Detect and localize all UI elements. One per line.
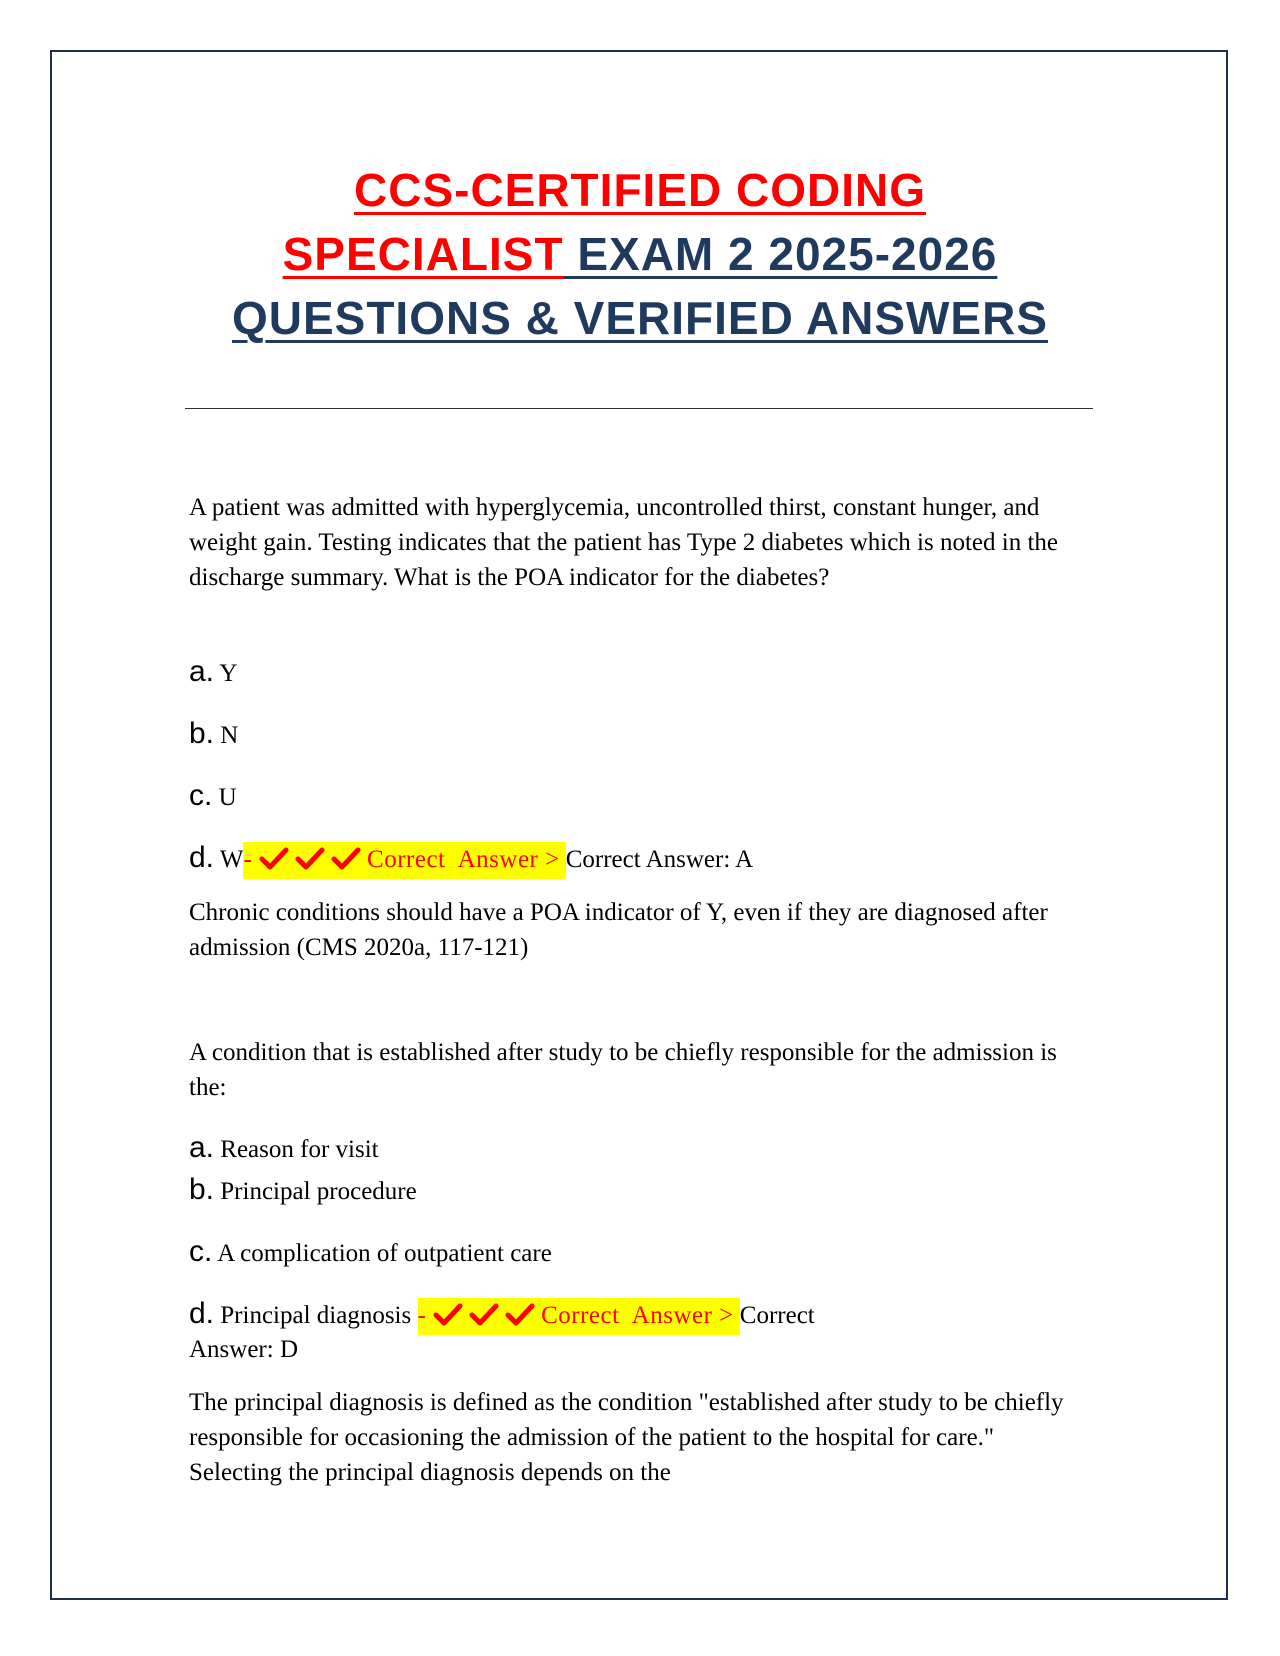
option-letter: b. — [189, 717, 215, 750]
option-text: Reason for visit — [220, 1136, 379, 1163]
question-2-text: A condition that is established after study to be chiefly responsible for the admission is the: — [189, 1039, 1057, 1101]
option-letter: a. — [189, 1131, 215, 1164]
question-2-option-a — [189, 1130, 1109, 1167]
check-icon — [505, 1302, 535, 1326]
correct-answer-highlight — [418, 1298, 740, 1335]
option-text: Principal procedure — [220, 1178, 417, 1205]
highlight-prefix: - — [243, 846, 260, 873]
option-letter: d. — [189, 1297, 215, 1330]
option-letter: b. — [189, 1173, 215, 1206]
title-red-part-2: SPECIALIST — [282, 228, 564, 280]
option-text: W — [219, 846, 244, 873]
question-1-option-c — [189, 778, 1109, 815]
highlight-label: Correct Answer > — [541, 1302, 734, 1329]
question-1-text: A patient was admitted with hyperglycemia, uncontrolled thirst, constant hunger, and weight gain. Testing indicates that the patient has Type 2 diabetes which is noted in the discharge summary. What is the POA indicator for the diabetes? — [189, 494, 1058, 591]
title-red-part-1: CCS-CERTIFIED CODING — [354, 164, 926, 216]
title-navy-part-2: QUESTIONS & VERIFIED ANSWERS — [231, 292, 1049, 344]
title-navy-part-1: EXAM 2 2025-2026 — [563, 228, 998, 280]
correct-answer-text-part-2: Answer: D — [189, 1336, 299, 1363]
option-letter: a. — [189, 655, 215, 688]
check-icon — [295, 846, 325, 870]
option-text: A complication of outpatient care — [217, 1240, 552, 1267]
option-text: Y — [219, 660, 238, 687]
question-1-option-a — [189, 654, 1109, 691]
check-icon — [259, 846, 289, 870]
correct-answer-text: Correct Answer: A — [565, 846, 754, 873]
document-title — [140, 158, 1140, 350]
question-2-rationale: The principal diagnosis is defined as the condition "established after study to be chiefly responsible for occasioning the admission of the patient to the hospital for care." Selecting the principal diagnosis depends on the — [189, 1389, 1064, 1486]
highlight-label: Correct Answer > — [367, 846, 560, 873]
question-1-option-d — [189, 840, 1109, 877]
check-icon — [433, 1302, 463, 1326]
correct-answer-highlight — [243, 842, 565, 879]
horizontal-divider — [185, 408, 1093, 409]
option-letter: c. — [189, 779, 213, 812]
title-line-2 — [140, 222, 1140, 286]
question-1-option-b — [189, 716, 1109, 753]
option-text: U — [218, 784, 237, 811]
question-2-answer-continued — [189, 1332, 1109, 1367]
option-letter: d. — [189, 841, 215, 874]
check-icon — [331, 846, 361, 870]
title-line-3 — [140, 286, 1140, 350]
highlight-prefix: - — [417, 1302, 434, 1329]
question-1-rationale: Chronic conditions should have a POA indicator of Y, even if they are diagnosed after admission (CMS 2020a, 117-121) — [189, 899, 1048, 961]
option-text: Principal diagnosis — [220, 1302, 412, 1329]
question-2-option-b — [189, 1172, 1109, 1209]
option-text: N — [220, 722, 239, 749]
question-2-option-d — [189, 1296, 1109, 1333]
option-letter: c. — [189, 1235, 213, 1268]
title-line-1 — [140, 158, 1140, 222]
question-2-option-c — [189, 1234, 1109, 1271]
check-icon — [469, 1302, 499, 1326]
correct-answer-text-part-1: Correct — [739, 1302, 815, 1329]
